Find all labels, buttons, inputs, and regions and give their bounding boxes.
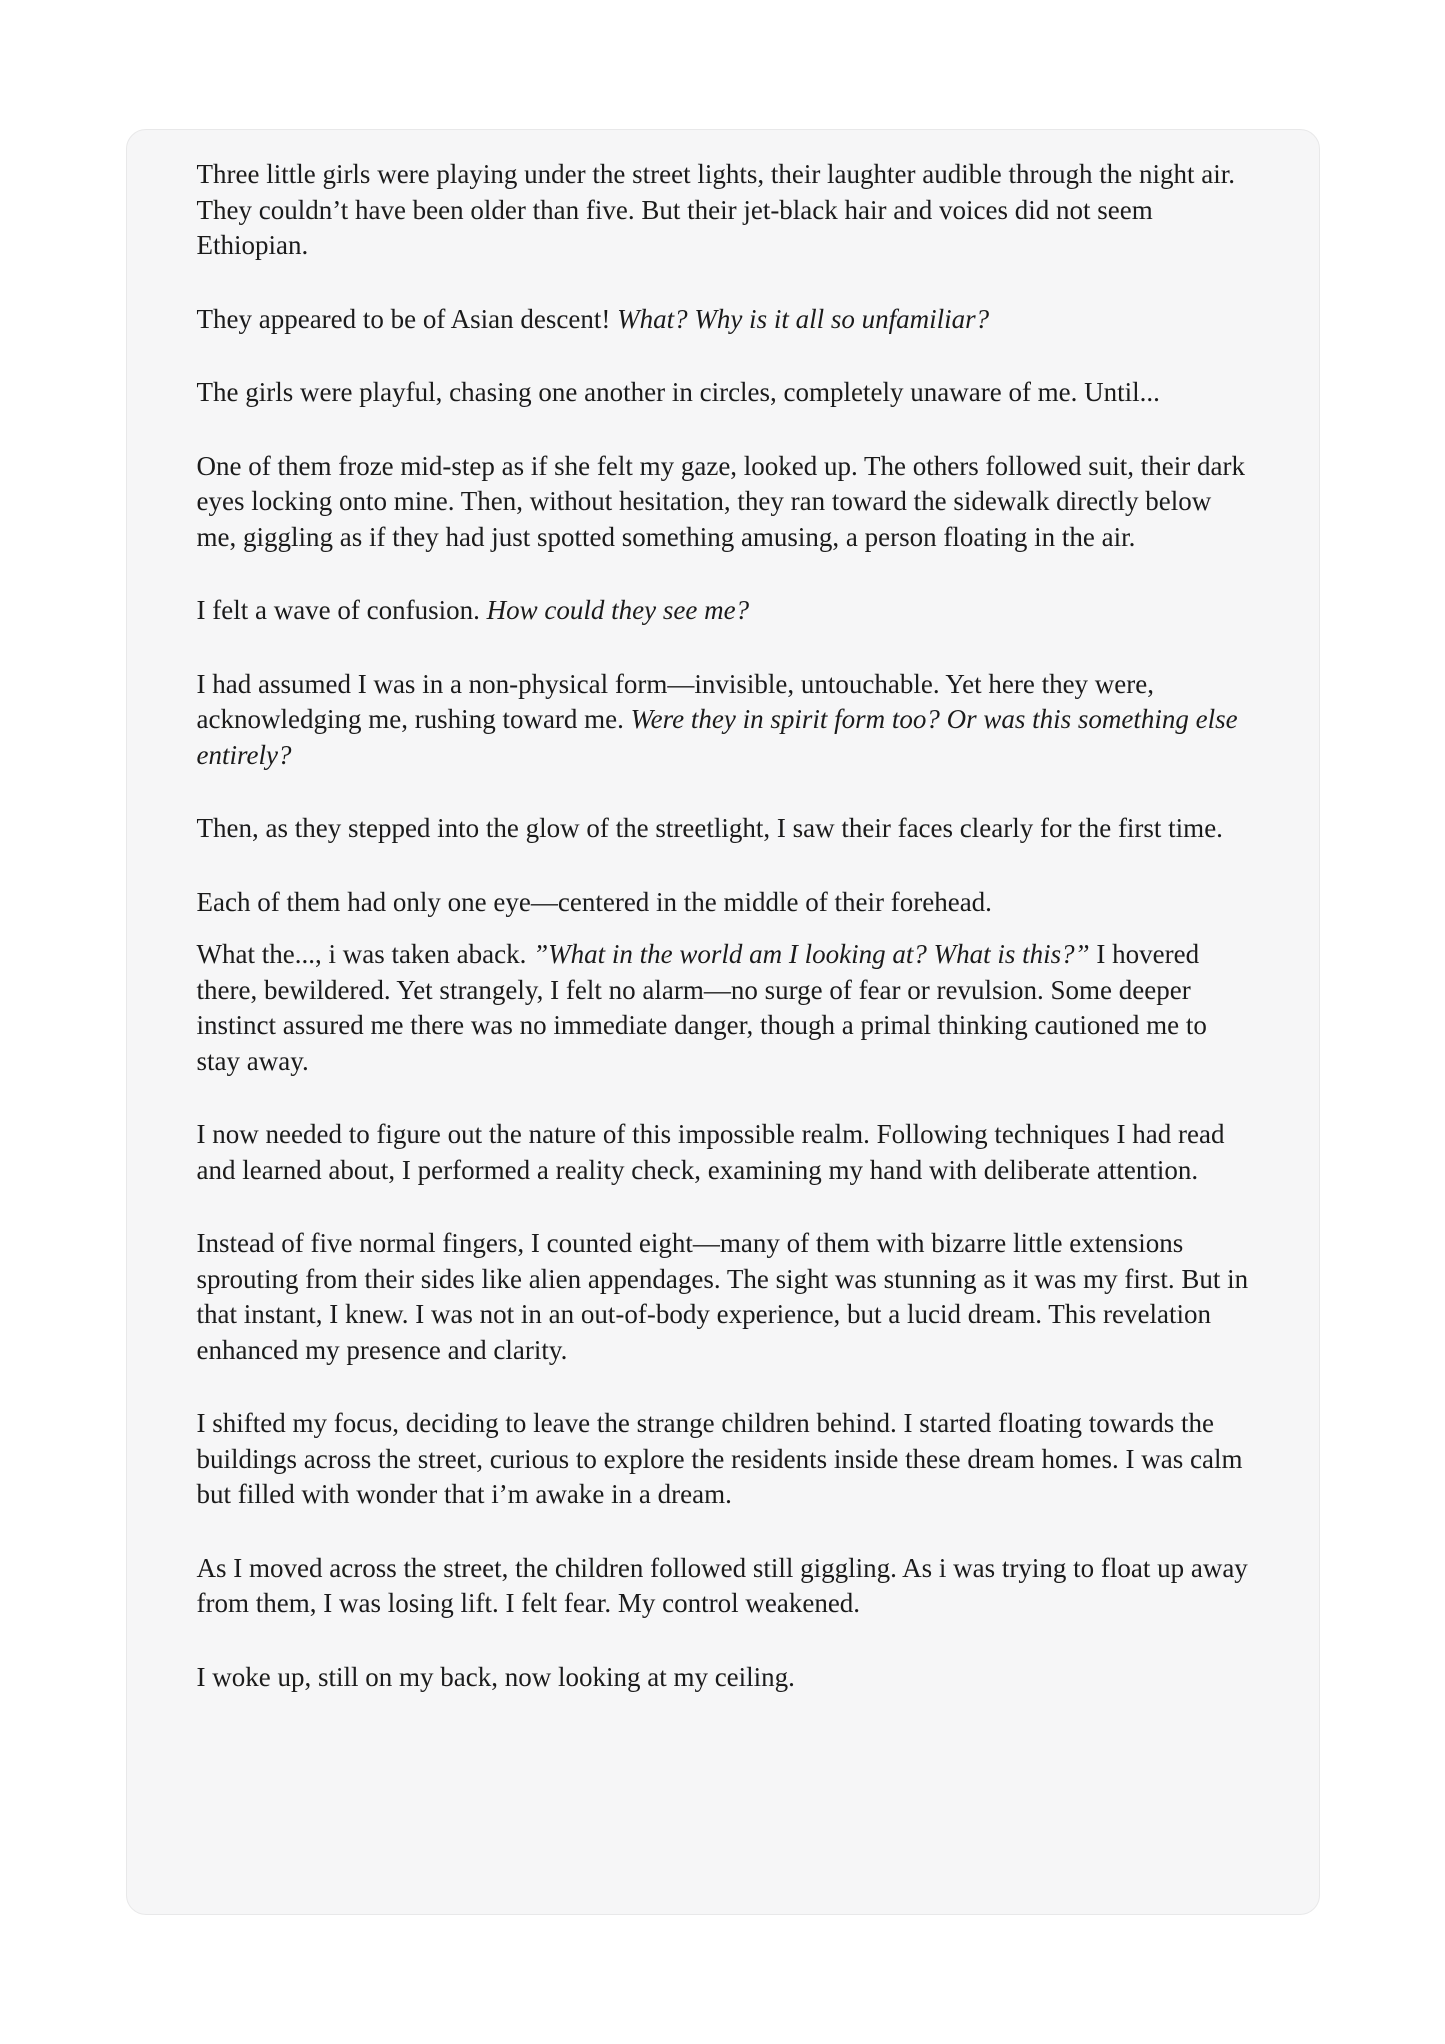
italic-text-run: How could they see me? bbox=[486, 595, 750, 625]
italic-text-run: What? Why is it all so unfamiliar? bbox=[617, 303, 990, 334]
italic-text-run: Were they in spirit form too? Or was this something else entirely? bbox=[196, 704, 1238, 770]
text-run: Instead of five normal fingers, I counted eight—many of them with bizarre little extensions sprouting from their sides like alien appendages. The sight was stunning as it was my first. But in that instant, I knew. I was not in an out-of-body experience, but a lucid dream. This revelation enhanced my presence and clarity. bbox=[196, 1228, 1249, 1365]
text-run: I felt a wave of confusion. bbox=[196, 595, 487, 625]
paragraph bbox=[197, 375, 1249, 411]
paragraph bbox=[197, 1117, 1249, 1188]
paragraph bbox=[197, 593, 1249, 629]
text-run: Three little girls were playing under the street lights, their laughter audible through the night air. They couldn’t have been older than five. But their jet-black hair and voices did not seem Ethiopian. bbox=[196, 159, 1235, 260]
text-run: One of them froze mid-step as if she felt my gaze, looked up. The others followed suit, their dark eyes locking onto mine. Then, without hesitation, they ran toward the sidewalk directly below me, giggling as if they had just spotted something amusing, a person floating in the air. bbox=[196, 450, 1245, 552]
paragraph bbox=[197, 1406, 1249, 1513]
paragraph bbox=[197, 449, 1249, 556]
paragraph bbox=[197, 667, 1249, 774]
text-run: I hovered there, bewildered. Yet strangely, I felt no alarm—no surge of fear or revulsion. Some deeper instinct assured me there was no immediate danger, though a primal thinking cautioned me to stay away. bbox=[196, 939, 1207, 1076]
paragraph bbox=[197, 1660, 1249, 1696]
paragraph bbox=[197, 1226, 1249, 1368]
text-run: I woke up, still on my back, now looking at my ceiling. bbox=[196, 1661, 795, 1692]
paragraph bbox=[197, 937, 1249, 1079]
text-run: Each of them had only one eye—centered in the middle of their forehead. bbox=[196, 886, 992, 917]
text-run: As I moved across the street, the children followed still giggling. As i was trying to float up away from them, I was losing lift. I felt fear. My control weakened. bbox=[196, 1552, 1248, 1618]
text-run: I shifted my focus, deciding to leave the strange children behind. I started floating towards the buildings across the street, curious to explore the residents inside these dream homes. I was calm but filled with wonder that i’m awake in a dream. bbox=[196, 1408, 1243, 1509]
paragraph bbox=[197, 157, 1249, 264]
paragraph bbox=[197, 811, 1249, 847]
paragraph bbox=[197, 885, 1249, 921]
text-run: Then, as they stepped into the glow of the streetlight, I saw their faces clearly for the first time. bbox=[196, 813, 1223, 843]
text-run: The girls were playful, chasing one another in circles, completely unaware of me. Until... bbox=[196, 377, 1160, 407]
text-run: I now needed to figure out the nature of this impossible realm. Following techniques I had read and learned about, I performed a reality check, examining my hand with deliberate attention. bbox=[196, 1119, 1225, 1185]
story-card bbox=[126, 129, 1320, 1915]
paragraph bbox=[197, 1551, 1249, 1622]
text-run: What the..., i was taken aback. bbox=[196, 939, 534, 969]
paragraph bbox=[197, 302, 1249, 338]
text-run: I had assumed I was in a non-physical form—invisible, untouchable. Yet here they were, acknowledging me, rushing toward me. bbox=[196, 668, 1155, 734]
text-run: They appeared to be of Asian descent! bbox=[196, 303, 618, 334]
italic-text-run: ”What in the world am I looking at? What is this?” bbox=[533, 939, 1090, 969]
